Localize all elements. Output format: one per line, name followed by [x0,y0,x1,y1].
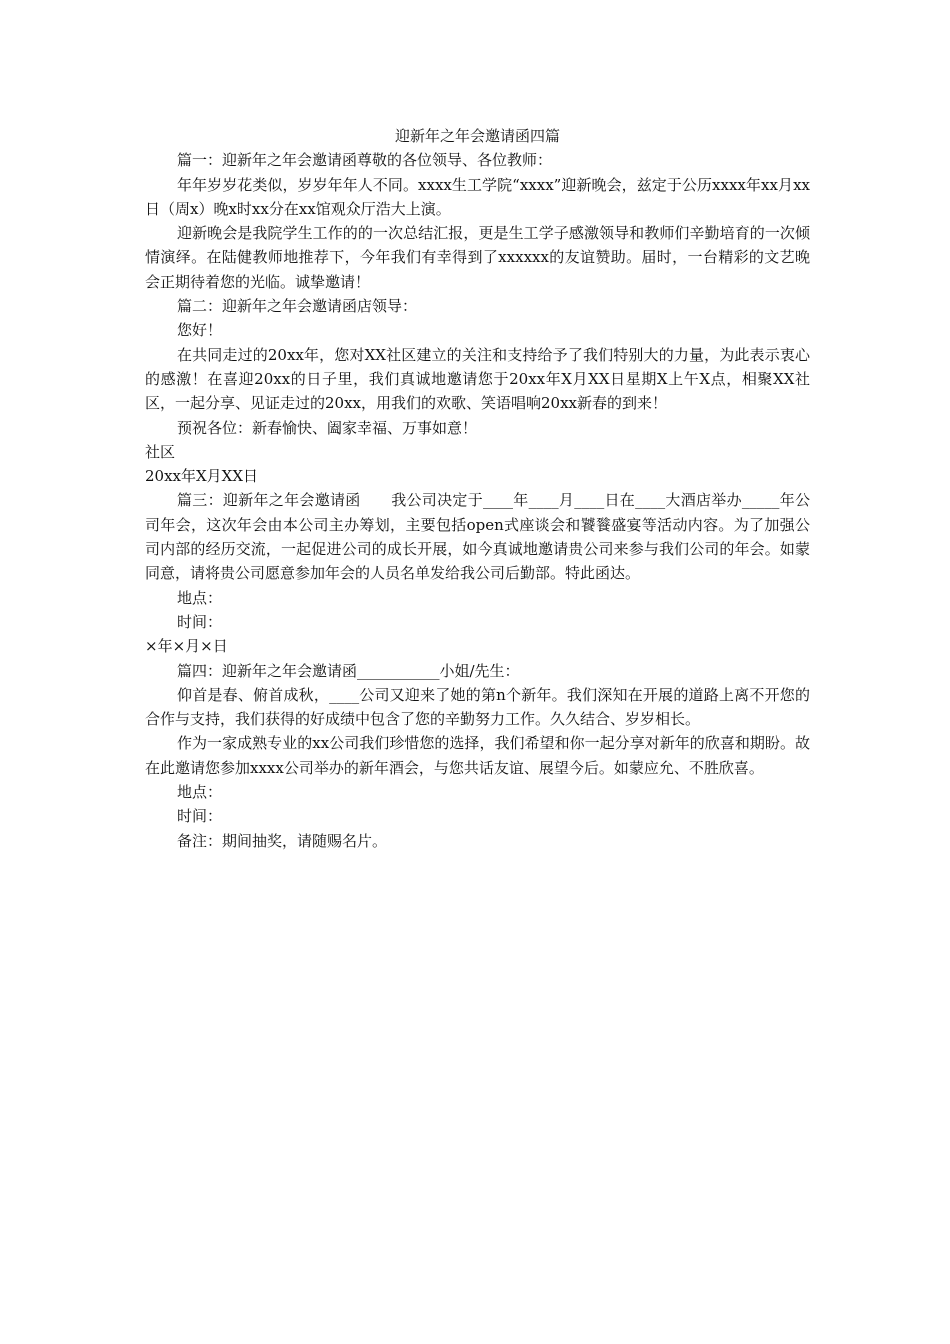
paragraph: 篇二：迎新年之年会邀请函店领导： [177,297,418,316]
document-page [145,124,810,853]
document-title: 迎新年之年会邀请函四篇 [394,127,560,145]
paragraph: ×年×月×日 [145,637,228,656]
paragraph: 地点： [177,783,223,802]
paragraph: 迎新晚会是我院学生工作的的一次总结汇报，更是生工学子感激领导和教师们辛勤培育的一次倾情演绎。在陆健教师地推荐下，今年我们有幸得到了xxxxxx的友谊赞助。届时，一台精彩的文艺晚会正期待着您的光临。诚挚邀请！ [145,224,810,291]
paragraph: 时间： [177,807,223,826]
paragraph: 年年岁岁花类似，岁岁年年人不同。xxxx生工学院“xxxx”迎新晚会，兹定于公历xxxx年xx月xx日（周x）晚x时xx分在xx馆观众厅浩大上演。 [145,175,810,218]
paragraph: 您好！ [177,321,223,340]
paragraph: 篇三：迎新年之年会邀请函 我公司决定于____年____月____日在____大酒店举办_____年公司年会，这次年会由本公司主办筹划，主要包括open式座谈会和饕餮盛宴等活动内容。为了加强公司内部的经历交流，一起促进公司的成长开展，如今真诚地邀请贵公司来参与我们公司的年会。如蒙同意，请将贵公司愿意参加年会的人员名单发给我公司后勤部。特此函达。 [145,491,810,583]
paragraph: 篇一：迎新年之年会邀请函尊敬的各位领导、各位教师： [177,151,553,170]
paragraph: 作为一家成熟专业的xx公司我们珍惜您的选择，我们希望和你一起分享对新年的欣喜和期盼。故在此邀请您参加xxxx公司举办的新年酒会，与您共话友谊、展望今后。如蒙应允、不胜欣喜。 [145,734,810,777]
document-body [145,148,810,853]
paragraph: 地点： [177,588,223,607]
paragraph: 在共同走过的20xx年，您对XX社区建立的关注和支持给予了我们特别大的力量，为此表示衷心的感激！在喜迎20xx的日子里，我们真诚地邀请您于20xx年X月XX日星期X上午X点，相聚XX社区，一起分享、见证走过的20xx，用我们的欢歌、笑语唱响20xx新春的到来！ [145,345,810,413]
paragraph: 社区 [145,442,176,461]
paragraph: 篇四：迎新年之年会邀请函___________小姐/先生： [177,661,520,680]
paragraph: 时间： [177,612,223,631]
paragraph: 备注：期间抽奖，请随赐名片。 [177,831,388,850]
paragraph: 仰首是春、俯首成秋，____公司又迎来了她的第n个新年。我们深知在开展的道路上离不开您的合作与支持，我们获得的好成绩中包含了您的辛勤努力工作。久久结合、岁岁相长。 [145,685,810,729]
paragraph: 预祝各位：新春愉快、阖家幸福、万事如意！ [177,418,478,437]
paragraph: 20xx年X月XX日 [145,467,259,486]
